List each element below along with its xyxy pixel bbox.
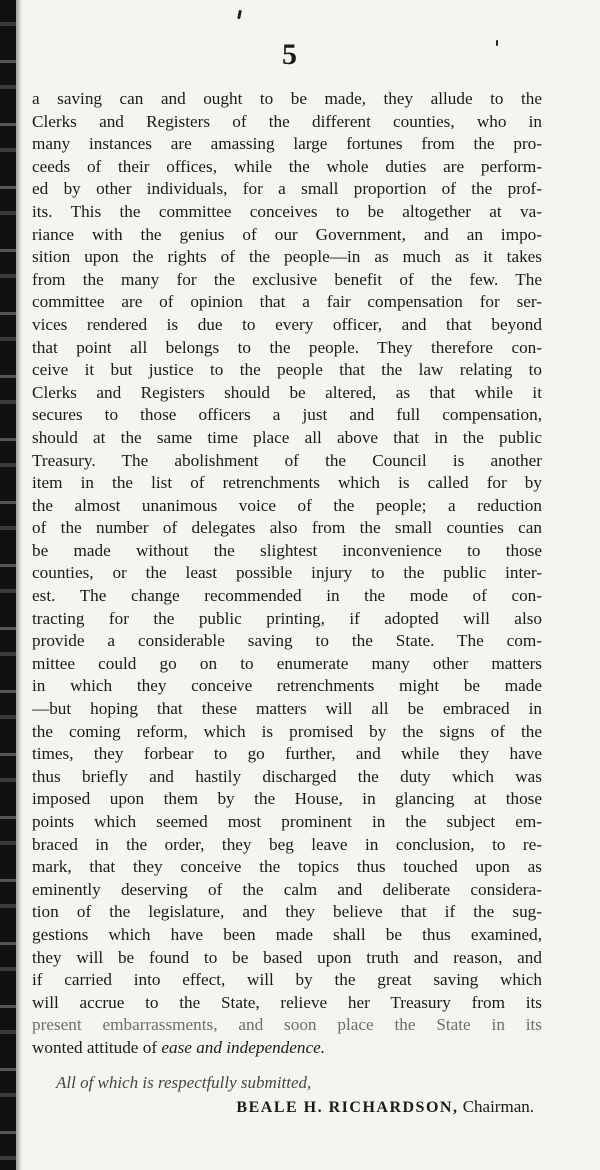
text-line: eminently deserving of the calm and deliberate considera-	[32, 879, 542, 899]
text-line: counties, or the least possible injury to the public inter-	[32, 563, 542, 583]
text-line: mark, that they conceive the topics thus touched upon as	[32, 857, 542, 877]
text-line: the coming reform, which is promised by the signs of the	[32, 721, 542, 741]
text-line: ed by other individuals, for a small proportion of the prof-	[32, 179, 542, 199]
text-line: in which they conceive retrenchments might be made	[32, 676, 542, 696]
text-line: riance with the genius of our Government, and an impo-	[32, 224, 542, 244]
text-line: Treasury. The abolishment of the Council is another	[32, 450, 542, 470]
text-line: that point all belongs to the people. They therefore con-	[32, 337, 542, 357]
signature-name: BEALE H. RICHARDSON,	[236, 1099, 459, 1116]
text-line: imposed upon them by the House, in glancing at those	[32, 789, 542, 809]
ink-speck	[237, 10, 242, 19]
signature	[32, 1096, 542, 1119]
text-line: est. The change recommended in the mode of con-	[32, 586, 542, 606]
text-line: braced in the order, they beg leave in conclusion, to re-	[32, 834, 542, 854]
submitted-line: All of which is respectfully submitted,	[56, 1073, 312, 1092]
text-line: points which seemed most prominent in the subject em-	[32, 812, 542, 831]
text-line: committee are of opinion that a fair compensation for ser-	[32, 292, 542, 312]
closing-block	[32, 1072, 542, 1119]
text-line: should at the same time place all above that in the public	[32, 427, 542, 447]
text-line: thus briefly and hastily discharged the duty which was	[32, 766, 542, 786]
signature-title: Chairman.	[462, 1097, 534, 1116]
text-line: mittee could go on to enumerate many other matters	[32, 653, 542, 673]
page-number: 5	[282, 38, 298, 71]
text-line: the almost unanimous voice of the people; a reduction	[32, 495, 542, 515]
text-line: vices rendered is due to every officer, and that beyond	[32, 314, 542, 334]
text-line: of the number of delegates also from the small counties can	[32, 518, 542, 538]
body-paragraph	[32, 88, 542, 1060]
text-line: present embarrassments, and soon place the State in its	[32, 1015, 542, 1035]
text-line-final	[32, 1037, 542, 1060]
text-line: sition upon the rights of the people—in as much as it takes	[32, 247, 542, 267]
text-line: they will be found to be based upon truth and reason, and	[32, 947, 542, 967]
text-line: provide a considerable saving to the State. The com-	[32, 631, 542, 651]
text-line: times, they forbear to go further, and while they have	[32, 744, 542, 764]
text-line: gestions which have been made shall be thus examined,	[32, 924, 542, 944]
text-line: ceive it but justice to the people that the law relating to	[32, 360, 542, 380]
text-line: —but hoping that these matters will all be embraced in	[32, 699, 542, 719]
closing-emphasis: ease and independence.	[161, 1037, 326, 1057]
text-line: item in the list of retrenchments which is called for by	[32, 473, 542, 493]
text-line: its. This the committee conceives to be altogether at va-	[32, 201, 542, 221]
text-line: Clerks and Registers should be altered, as that while it	[32, 382, 542, 402]
text-line: if carried into effect, will by the great saving which	[32, 970, 542, 990]
text-line: secures to those officers a just and full compensation,	[32, 405, 542, 425]
text-line: from the many for the exclusive benefit of the few. The	[32, 269, 542, 289]
text-line: a saving can and ought to be made, they allude to the	[32, 89, 542, 108]
text-line: tion of the legislature, and they believe that if the sug-	[32, 902, 542, 922]
text-line: Clerks and Registers of the different counties, who in	[32, 111, 542, 131]
text-line: tracting for the public printing, if adopted will also	[32, 608, 542, 628]
binding-shadow	[16, 0, 22, 1170]
binding-edge	[0, 0, 16, 1170]
text-line: be made without the slightest inconvenience to those	[32, 540, 542, 560]
text-line: ceeds of their offices, while the whole duties are perform-	[32, 156, 542, 176]
text-line: many instances are amassing large fortunes from the pro-	[32, 134, 542, 154]
text-line: will accrue to the State, relieve her Treasury from its	[32, 992, 542, 1012]
final-line-text: wonted attitude of	[32, 1037, 162, 1057]
